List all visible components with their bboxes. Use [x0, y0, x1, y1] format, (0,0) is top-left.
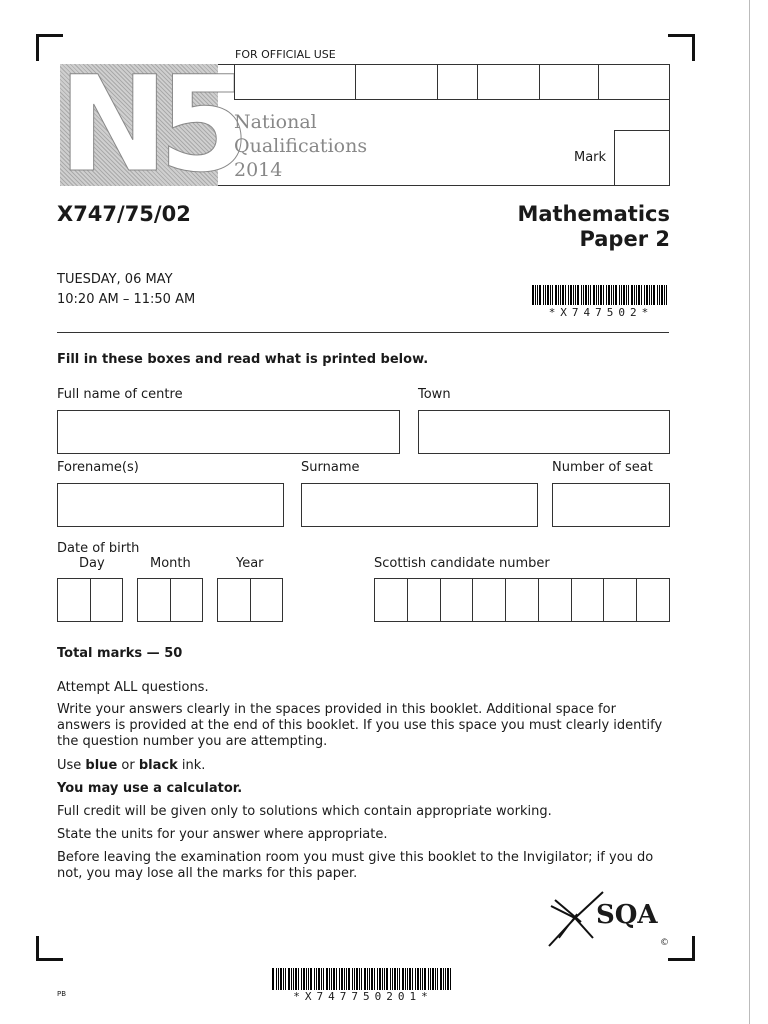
mark-box[interactable]	[614, 130, 670, 186]
instruction-working: Full credit will be given only to solutions which contain appropriate working.	[57, 804, 552, 819]
barcode-bar	[285, 968, 286, 990]
ink-black: black	[138, 758, 178, 773]
dob-label: Date of birth	[57, 541, 140, 556]
barcode-bar	[568, 285, 569, 305]
barcode-bar	[341, 968, 343, 990]
barcode-bar	[636, 285, 637, 305]
barcode-bar	[379, 968, 381, 990]
barcode-bar	[316, 968, 317, 990]
barcode-bar	[428, 968, 429, 990]
barcode-bar	[649, 285, 650, 305]
barcode-bar	[666, 285, 667, 305]
barcode-bar	[598, 285, 599, 305]
instruction-ink	[57, 758, 669, 774]
barcode-bar	[422, 968, 423, 990]
barcode-bar	[430, 968, 431, 990]
barcode-bar	[367, 968, 368, 990]
barcode-bar	[399, 968, 400, 990]
barcode-bar	[405, 968, 406, 990]
paper-barcode-text: *X747502*	[548, 306, 654, 319]
qualifications-line-1: National	[234, 111, 317, 133]
barcode-bar	[590, 285, 591, 305]
barcode-bar	[276, 968, 277, 990]
barcode-bar	[443, 968, 444, 990]
qualifications-line-3: 2014	[234, 159, 283, 181]
barcode-bar	[641, 285, 642, 305]
qualifications-line-2: Qualifications	[234, 135, 368, 157]
forename-label: Forename(s)	[57, 460, 139, 475]
official-use-boxes[interactable]	[234, 64, 670, 100]
barcode-bar	[547, 285, 549, 305]
barcode-bar	[394, 968, 396, 990]
seat-number-field[interactable]	[552, 483, 670, 527]
barcode-bar	[613, 285, 614, 305]
barcode-bar	[415, 968, 416, 990]
mark-label: Mark	[574, 150, 607, 165]
barcode-bar	[323, 968, 324, 990]
barcode-bar	[382, 968, 383, 990]
barcode-bar	[310, 968, 312, 990]
dob-year-label: Year	[236, 556, 264, 571]
barcode-bar	[450, 968, 451, 990]
sqa-logo-text: SQA	[596, 900, 658, 930]
pb-label: PB	[57, 990, 67, 998]
barcode-bar	[326, 968, 328, 990]
total-marks: Total marks — 50	[57, 646, 183, 661]
barcode-bar	[390, 968, 391, 990]
barcode-bar	[377, 968, 378, 990]
barcode-bar	[331, 968, 332, 990]
barcode-bar	[545, 285, 546, 305]
dob-day-label: Day	[79, 556, 105, 571]
paper-code: X747/75/02	[57, 202, 191, 226]
barcode-bar	[344, 968, 345, 990]
barcode-bar	[359, 968, 360, 990]
barcode-bar	[336, 968, 337, 990]
ink-text-e: ink.	[177, 758, 206, 773]
barcode-bar	[321, 968, 322, 990]
barcode-bar	[562, 285, 564, 305]
barcode-bar	[570, 285, 572, 305]
barcode-bar	[407, 968, 408, 990]
booklet-barcode	[272, 968, 454, 990]
barcode-bar	[293, 968, 294, 990]
barcode-bar	[603, 285, 604, 305]
barcode-bar	[308, 968, 309, 990]
paper-barcode	[532, 285, 670, 305]
ink-text-c: or	[117, 758, 139, 773]
page-edge-line	[749, 0, 750, 1024]
ink-text-a: Use	[57, 758, 86, 773]
divider-top	[57, 332, 669, 333]
barcode-bar	[581, 285, 582, 305]
instruction-attempt-all: Attempt ALL questions.	[57, 680, 209, 695]
paper-title: Paper 2	[579, 227, 670, 251]
barcode-bar	[354, 968, 355, 990]
n5-logo: N5	[58, 48, 241, 202]
centre-label: Full name of centre	[57, 387, 183, 402]
barcode-bar	[437, 968, 438, 990]
barcode-bar	[397, 968, 398, 990]
barcode-bar	[278, 968, 279, 990]
barcode-bar	[623, 285, 625, 305]
barcode-bar	[445, 968, 446, 990]
barcode-bar	[346, 968, 347, 990]
barcode-bar	[301, 968, 302, 990]
barcode-bar	[364, 968, 366, 990]
barcode-bar	[621, 285, 622, 305]
official-use-label: FOR OFFICIAL USE	[235, 48, 336, 61]
barcode-bar	[634, 285, 635, 305]
barcode-bar	[575, 285, 576, 305]
barcode-bar	[447, 968, 449, 990]
barcode-bar	[402, 968, 404, 990]
barcode-bar	[646, 285, 648, 305]
barcode-bar	[314, 968, 315, 990]
surname-label: Surname	[301, 460, 360, 475]
barcode-bar	[424, 968, 426, 990]
barcode-bar	[412, 968, 413, 990]
barcode-bar	[657, 285, 658, 305]
ink-blue: blue	[85, 758, 118, 773]
barcode-bar	[374, 968, 375, 990]
surname-field[interactable]	[301, 483, 538, 527]
barcode-bar	[596, 285, 597, 305]
instruction-units: State the units for your answer where appropriate.	[57, 827, 388, 842]
exam-time: 10:20 AM – 11:50 AM	[57, 292, 196, 307]
barcode-bar	[371, 968, 373, 990]
barcode-bar	[573, 285, 574, 305]
barcode-bar	[628, 285, 629, 305]
barcode-bar	[361, 968, 362, 990]
barcode-bar	[280, 968, 282, 990]
barcode-bar	[539, 285, 541, 305]
barcode-bar	[552, 285, 553, 305]
dob-month-boxes[interactable]	[137, 578, 203, 622]
copyright-mark: ©	[660, 938, 669, 948]
barcode-bar	[352, 968, 353, 990]
town-label: Town	[418, 387, 451, 402]
barcode-bar	[606, 285, 607, 305]
barcode-bar	[631, 285, 633, 305]
barcode-bar	[417, 968, 419, 990]
barcode-bar	[611, 285, 612, 305]
scn-boxes[interactable]	[374, 578, 670, 622]
barcode-bar	[558, 285, 559, 305]
barcode-bar	[638, 285, 640, 305]
corner-mark-bottom-left	[36, 936, 63, 961]
barcode-bar	[298, 968, 299, 990]
barcode-bar	[295, 968, 297, 990]
barcode-bar	[333, 968, 335, 990]
barcode-bar	[537, 285, 538, 305]
barcode-bar	[585, 285, 587, 305]
dob-month-label: Month	[150, 556, 191, 571]
forename-field[interactable]	[57, 483, 284, 527]
barcode-bar	[384, 968, 385, 990]
barcode-bar	[532, 285, 534, 305]
form-instruction: Fill in these boxes and read what is printed below.	[57, 352, 429, 367]
barcode-bar	[626, 285, 627, 305]
barcode-bar	[369, 968, 370, 990]
scn-label: Scottish candidate number	[374, 556, 550, 571]
barcode-bar	[644, 285, 645, 305]
barcode-bar	[356, 968, 358, 990]
instruction-write-answers: Write your answers clearly in the spaces provided in this booklet. Additional space for answers is provided at the end of this booklet. If you use this space you must clearly identify the question number you are attempting.	[57, 702, 663, 749]
barcode-bar	[565, 285, 566, 305]
barcode-bar	[543, 285, 544, 305]
barcode-bar	[348, 968, 350, 990]
dob-day-boxes[interactable]	[57, 578, 123, 622]
barcode-bar	[664, 285, 665, 305]
seat-label: Number of seat	[552, 460, 653, 475]
barcode-bar	[615, 285, 617, 305]
barcode-bar	[555, 285, 557, 305]
barcode-bar	[339, 968, 340, 990]
dob-year-boxes[interactable]	[217, 578, 283, 622]
centre-name-field[interactable]	[57, 410, 400, 454]
subject-title: Mathematics	[517, 202, 670, 226]
barcode-bar	[409, 968, 411, 990]
barcode-bar	[583, 285, 584, 305]
town-field[interactable]	[418, 410, 670, 454]
barcode-bar	[392, 968, 393, 990]
barcode-bar	[588, 285, 589, 305]
barcode-bar	[535, 285, 536, 305]
barcode-bar	[432, 968, 434, 990]
barcode-bar	[435, 968, 436, 990]
barcode-bar	[593, 285, 595, 305]
barcode-bar	[318, 968, 320, 990]
barcode-bar	[608, 285, 610, 305]
barcode-bar	[420, 968, 421, 990]
barcode-bar	[550, 285, 551, 305]
barcode-bar	[329, 968, 330, 990]
barcode-bar	[288, 968, 290, 990]
barcode-bar	[659, 285, 660, 305]
corner-mark-top-right	[668, 34, 695, 61]
barcode-bar	[600, 285, 602, 305]
barcode-bar	[619, 285, 620, 305]
instruction-invigilator: Before leaving the examination room you must give this booklet to the Invigilator; if you do not, you may lose all the marks for this paper.	[57, 850, 654, 881]
corner-mark-bottom-right	[668, 936, 695, 961]
barcode-bar	[291, 968, 292, 990]
barcode-bar	[651, 285, 652, 305]
barcode-bar	[386, 968, 388, 990]
barcode-bar	[283, 968, 284, 990]
booklet-barcode-text: *X747750201*	[293, 990, 433, 1003]
barcode-bar	[440, 968, 442, 990]
exam-day: TUESDAY, 06 MAY	[57, 272, 173, 287]
barcode-bar	[303, 968, 305, 990]
barcode-bar	[560, 285, 561, 305]
barcode-bar	[577, 285, 579, 305]
barcode-bar	[272, 968, 274, 990]
barcode-bar	[653, 285, 655, 305]
barcode-bar	[661, 285, 663, 305]
instruction-calculator: You may use a calculator.	[57, 781, 243, 796]
barcode-bar	[306, 968, 307, 990]
